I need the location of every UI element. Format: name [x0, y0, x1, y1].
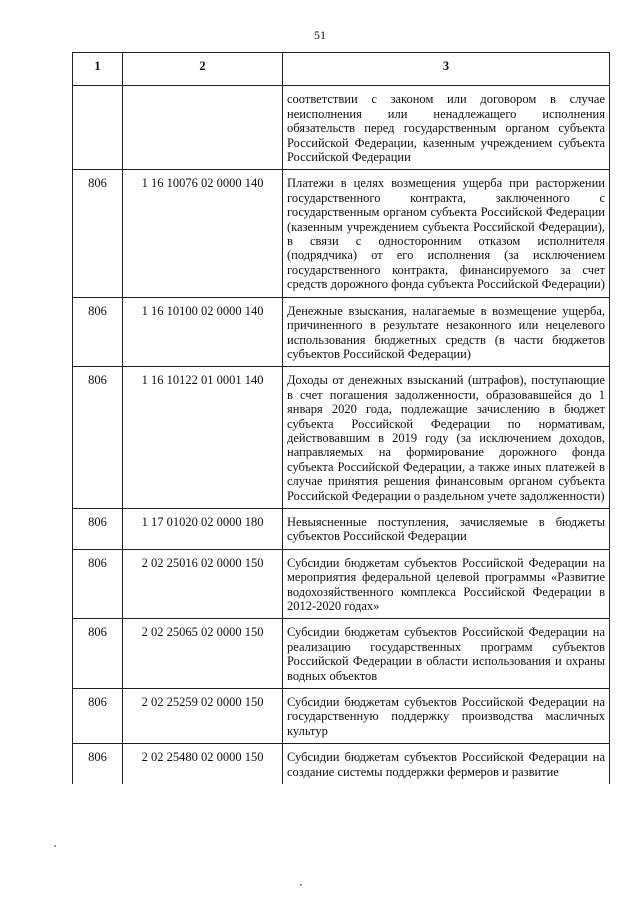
- budget-code-cell: 2 02 25065 02 0000 150: [123, 619, 283, 689]
- admin-code-cell: [73, 86, 123, 170]
- admin-code-cell: 806: [73, 744, 123, 784]
- description-cell: Субсидии бюджетам субъектов Российской Федерации на реализацию государственных программ субъектов Российской Федерации в области использования и охраны водных объектов: [283, 619, 610, 689]
- budget-code-cell: 1 17 01020 02 0000 180: [123, 508, 283, 549]
- page-number: 51: [314, 28, 326, 42]
- budget-code-cell: 2 02 25016 02 0000 150: [123, 549, 283, 619]
- admin-code-cell: 806: [73, 508, 123, 549]
- admin-code-cell: 806: [73, 367, 123, 509]
- table-row: [73, 689, 610, 744]
- admin-code-cell: 806: [73, 297, 123, 367]
- description-cell: Субсидии бюджетам субъектов Российской Федерации на мероприятия федеральной целевой программы «Развитие водохозяйственного комплекса Российской Федерации в 2012-2020 годах»: [283, 549, 610, 619]
- description-cell: Субсидии бюджетам субъектов Российской Федерации на государственную поддержку производства масличных культур: [283, 689, 610, 744]
- budget-code-cell: 2 02 25480 02 0000 150: [123, 744, 283, 784]
- budget-code-cell: 1 16 10122 01 0001 140: [123, 367, 283, 509]
- budget-code-cell: 2 02 25259 02 0000 150: [123, 689, 283, 744]
- table-row: [73, 619, 610, 689]
- column-header-2: 2: [123, 53, 283, 86]
- description-cell: Платежи в целях возмещения ущерба при расторжении государственного контракта, заключенного с государственным органом субъекта Российской Федерации (казенным учреждением субъекта Российской Федерации), в связи с односторонним отказом исполнителя (подрядчика) от его исполнения (за исключением государственного контракта, финансируемого за счет средств дорожного фонда субъекта Российской Федерации): [283, 170, 610, 297]
- description-cell: Субсидии бюджетам субъектов Российской Федерации на создание системы поддержки фермеров и развитие: [283, 744, 610, 784]
- budget-code-cell: [123, 86, 283, 170]
- income-codes-table: [72, 52, 610, 784]
- table-row: [73, 549, 610, 619]
- description-cell: Денежные взыскания, налагаемые в возмещение ущерба, причиненного в результате незаконного или нецелевого использования бюджетных средств (в части бюджетов субъектов Российской Федерации): [283, 297, 610, 367]
- table-header-row: [73, 53, 610, 86]
- table-row: [73, 170, 610, 297]
- column-header-1: 1: [73, 53, 123, 86]
- table-row: [73, 508, 610, 549]
- table-row: [73, 86, 610, 170]
- admin-code-cell: 806: [73, 689, 123, 744]
- admin-code-cell: 806: [73, 170, 123, 297]
- budget-code-cell: 1 16 10100 02 0000 140: [123, 297, 283, 367]
- description-cell: соответствии с законом или договором в случае неисполнения или ненадлежащего исполнения обязательств перед государственным органом субъекта Российской Федерации, казенным учреждением субъекта Российской Федерации: [283, 86, 610, 170]
- budget-code-cell: 1 16 10076 02 0000 140: [123, 170, 283, 297]
- table-row: [73, 367, 610, 509]
- column-header-3: 3: [283, 53, 610, 86]
- admin-code-cell: 806: [73, 549, 123, 619]
- description-cell: Невыясненные поступления, зачисляемые в бюджеты субъектов Российской Федерации: [283, 508, 610, 549]
- description-cell: Доходы от денежных взысканий (штрафов), поступающие в счет погашения задолженности, образовавшейся до 1 января 2020 года, подлежащие зачислению в бюджет субъекта Российской Федерации по нормативам, действовавшим в 2019 году (за исключением доходов, направляемых на формирование дорожного фонда субъекта Российской Федерации, а также иных платежей в случае принятия решения финансовым органом субъекта Российской Федерации о раздельном учете задолженности): [283, 367, 610, 509]
- table-row: [73, 297, 610, 367]
- scan-speck: [54, 845, 56, 847]
- scan-speck: [300, 884, 302, 886]
- table-row: [73, 744, 610, 784]
- admin-code-cell: 806: [73, 619, 123, 689]
